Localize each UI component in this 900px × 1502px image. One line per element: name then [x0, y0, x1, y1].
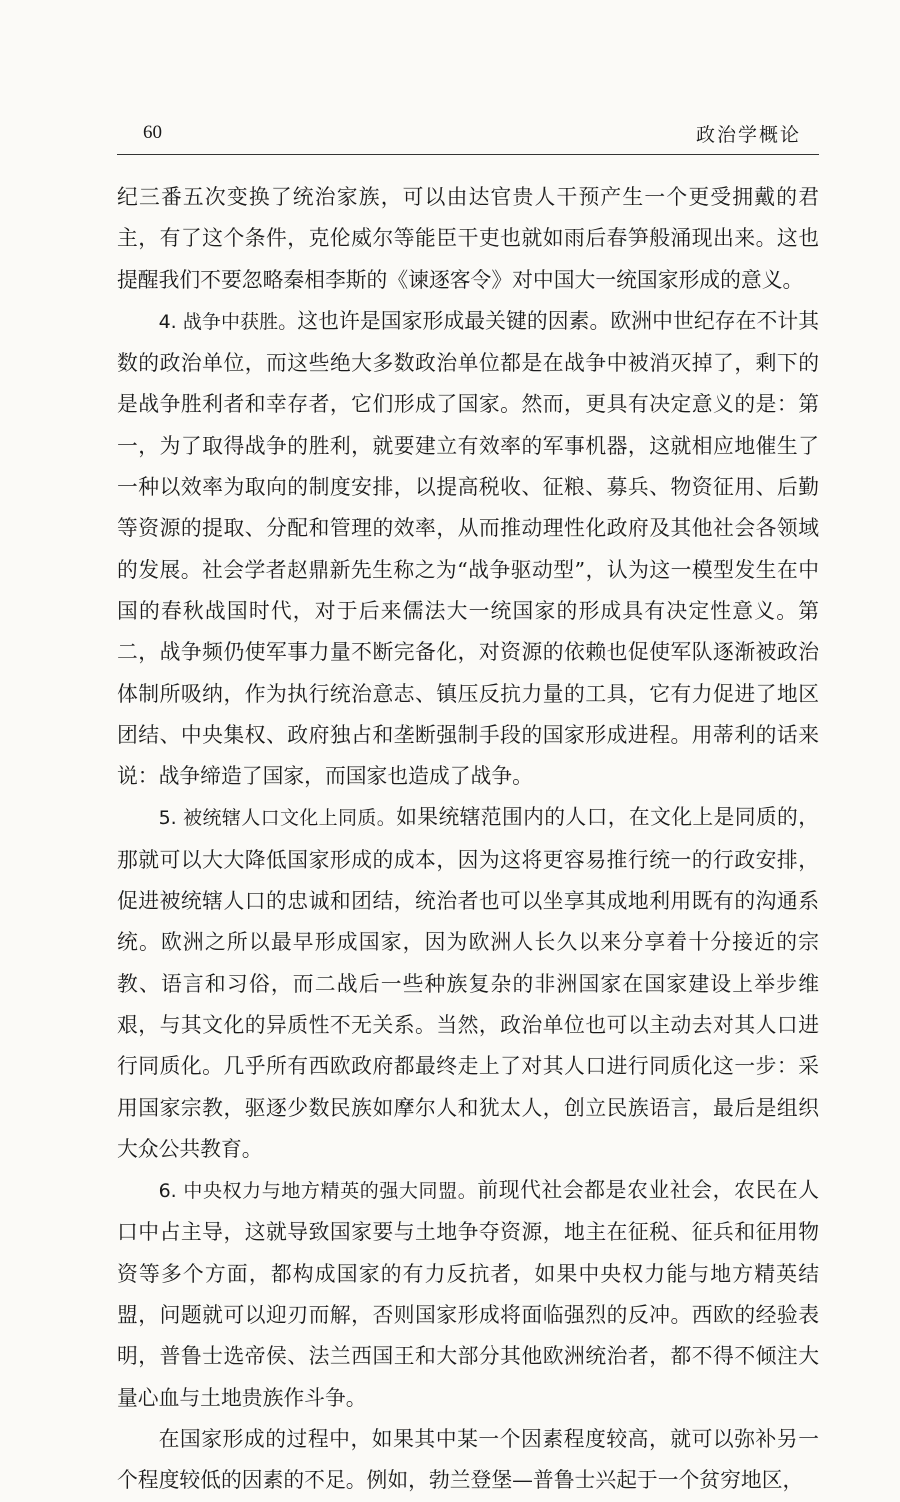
paragraph-text: 如果统辖范围内的人口，在文化上是同质的，那就可以大大降低国家形成的成本，因为这将更容易推行统一的行政安排，促进被统辖人口的忠诚和团结，统治者也可以坐享其成地利用既有的沟通系统。欧洲之所以最早形成国家，因为欧洲人长久以来分享着十分接近的宗教、语言和习俗，而二战后一些种族复杂的非洲国家在国家建设上举步维艰，与其文化的异质性不无关系。当然，政治单位也可以主动去对其人口进行同质化。几乎所有西欧政府都最终走上了对其人口进行同质化这一步：采用国家宗教，驱逐少数民族如摩尔人和犹太人，创立民族语言，最后是组织大众公共教育。: [117, 805, 820, 1161]
body-text: [117, 177, 819, 1502]
running-title: 政治学概论: [695, 124, 801, 146]
point-heading: 4. 战争中获胜。: [158, 310, 298, 333]
point-heading: 6. 中央权力与地方精英的强大同盟。: [158, 1180, 478, 1203]
paragraph-text: 纪三番五次变换了统治家族，可以由达官贵人干预产生一个更受拥戴的君主，有了这个条件，克伦威尔等能臣干吏也就如雨后春笋般涌现出来。这也提醒我们不要忽略秦相李斯的《谏逐客令》对中国大一统国家形成的意义。: [117, 185, 819, 292]
paragraph-point-6: [117, 1170, 819, 1419]
paragraph-text: 前现代社会都是农业社会，农民在人口中占主导，这就导致国家要与土地争夺资源，地主在征税、征兵和征用物资等多个方面，都构成国家的有力反抗者，如果中央权力能与地方精英结盟，问题就可以迎刃而解，否则国家形成将面临强烈的反冲。西欧的经验表明，普鲁士选帝侯、法兰西国王和大部分其他欧洲统治者，都不得不倾注大量心血与土地贵族作斗争。: [117, 1178, 820, 1410]
paragraph-summary: [117, 1419, 819, 1502]
paragraph-text: 这也许是国家形成最关键的因素。欧洲中世纪存在不计其数的政治单位，而这些绝大多数政治单位都是在战争中被消灭掉了，剩下的是战争胜利者和幸存者，它们形成了国家。然而，更具有决定意义的是：第一，为了取得战争的胜利，就要建立有效率的军事机器，这就相应地催生了一种以效率为取向的制度安排，以提高税收、征粮、募兵、物资征用、后勤等资源的提取、分配和管理的效率，从而推动理性化政府及其他社会各领域的发展。社会学者赵鼎新先生称之为“战争驱动型”，认为这一模型发生在中国的春秋战国时代，对于后来儒法大一统国家的形成具有决定性意义。第二，战争频仍使军事力量不断完备化，对资源的依赖也促使军队逐渐被政治体制所吸纳，作为执行统治意志、镇压反抗力量的工具，它有力促进了地区团结、中央集权、政府独占和垄断强制手段的国家形成进程。用蒂利的话来说：战争缔造了国家，而国家也造成了战争。: [117, 308, 820, 789]
page-number: 60: [143, 122, 162, 143]
paragraph-text: 在国家形成的过程中，如果其中某一个因素程度较高，就可以弥补另一个程度较低的因素的不足。例如，勃兰登堡—普鲁士兴起于一个贫穷地区，: [117, 1426, 819, 1493]
paragraph-point-4: [117, 301, 819, 798]
page-header: [117, 118, 819, 155]
point-heading: 5. 被统辖人口文化上同质。: [158, 807, 397, 830]
paragraph-continuation: [117, 177, 819, 301]
paragraph-point-5: [117, 797, 819, 1170]
